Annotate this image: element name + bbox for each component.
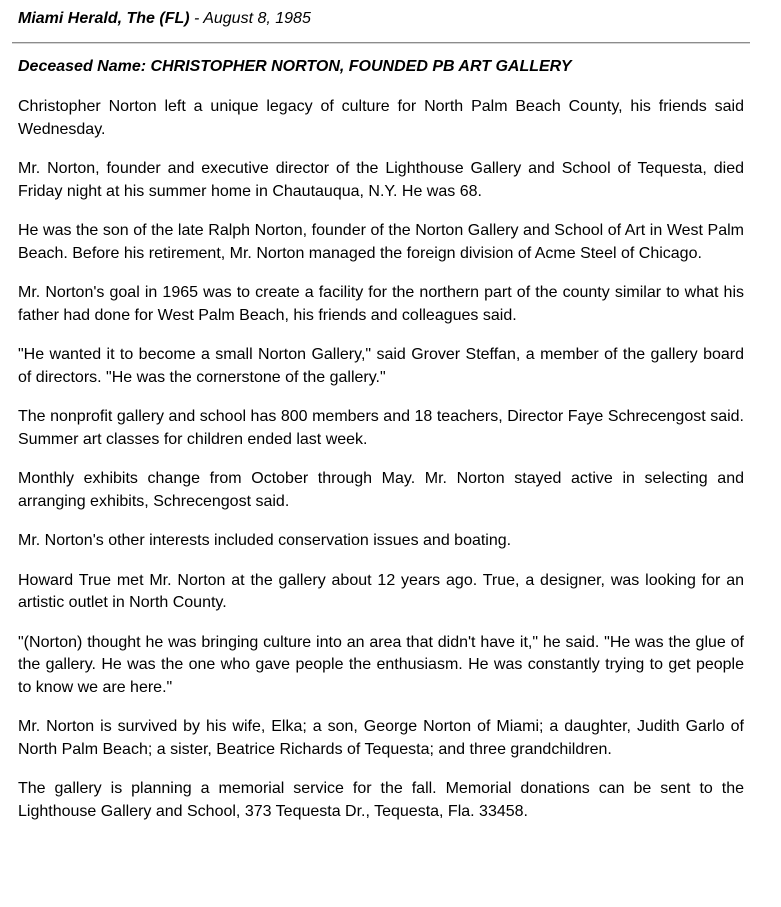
article-paragraph: "He wanted it to become a small Norton Gallery," said Grover Steffan, a member of the gallery board of directors. "He was the cornerstone of the gallery." bbox=[18, 346, 744, 386]
article-paragraph: Mr. Norton, founder and executive director of the Lighthouse Gallery and School of Tequesta, died Friday night at his summer home in Chautauqua, N.Y. He was 68. bbox=[18, 160, 744, 200]
article-paragraph: Mr. Norton's other interests included conservation issues and boating. bbox=[18, 532, 512, 549]
header-divider bbox=[12, 42, 750, 44]
article-paragraph: The gallery is planning a memorial service for the fall. Memorial donations can be sent to the Lighthouse Gallery and School, 373 Tequesta Dr., Tequesta, Fla. 33458. bbox=[18, 780, 744, 820]
article-body bbox=[18, 96, 744, 840]
publication-header bbox=[18, 9, 311, 29]
article-paragraph: Christopher Norton left a unique legacy of culture for North Palm Beach County, his friends said Wednesday. bbox=[18, 98, 744, 138]
publication-separator: - bbox=[189, 10, 204, 27]
article-paragraph: Monthly exhibits change from October through May. Mr. Norton stayed active in selecting and arranging exhibits, Schrecengost said. bbox=[18, 470, 744, 510]
article-paragraph: Mr. Norton's goal in 1965 was to create a facility for the northern part of the county similar to what his father had done for West Palm Beach, his friends and colleagues said. bbox=[18, 284, 744, 324]
article-paragraph: Mr. Norton is survived by his wife, Elka; a son, George Norton of Miami; a daughter, Judith Garlo of North Palm Beach; a sister, Beatrice Richards of Tequesta; and three grandchildren. bbox=[18, 718, 744, 758]
article-paragraph: "(Norton) thought he was bringing culture into an area that didn't have it," he said. "He was the glue of the gallery. He was the one who gave people the enthusiasm. He was constantly trying to get people to know we are here." bbox=[18, 633, 744, 696]
article-paragraph: Howard True met Mr. Norton at the gallery about 12 years ago. True, a designer, was looking for an artistic outlet in North County. bbox=[18, 571, 744, 611]
article-paragraph: He was the son of the late Ralph Norton, founder of the Norton Gallery and School of Art in West Palm Beach. Before his retirement, Mr. Norton managed the foreign division of Acme Steel of Chicago. bbox=[18, 222, 744, 262]
publication-source: Miami Herald, The (FL) bbox=[18, 10, 190, 27]
article-paragraph: The nonprofit gallery and school has 800 members and 18 teachers, Director Faye Schrecengost said. Summer art classes for children ended last week. bbox=[18, 408, 744, 448]
deceased-title: Deceased Name: CHRISTOPHER NORTON, FOUNDED PB ART GALLERY bbox=[18, 58, 572, 75]
publication-date: August 8, 1985 bbox=[203, 10, 311, 27]
